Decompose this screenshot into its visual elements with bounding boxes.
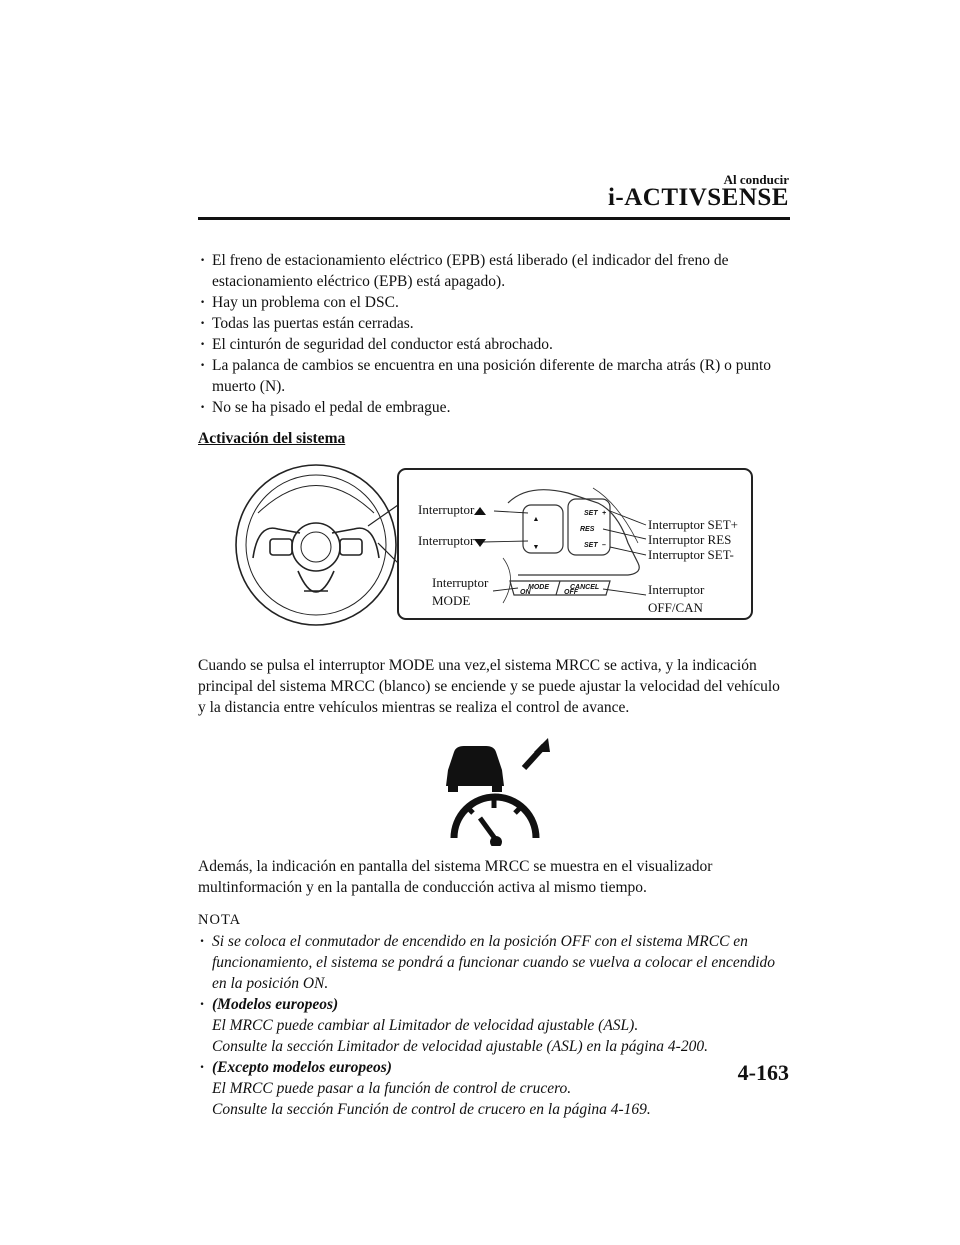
chapter-label: Al conducir	[723, 172, 789, 187]
paragraph: Además, la indicación en pantalla del sistema MRCC se muestra en el visualizador multinformación y en la pantalla de conducción activa al mismo tiempo.	[198, 858, 713, 896]
note-heading: NOTA	[198, 912, 242, 928]
label-mode-switch-1: Interruptor	[432, 575, 489, 590]
section-heading: i-ACTIVSENSE	[607, 184, 789, 211]
label-res: Interruptor RES	[648, 532, 732, 547]
note-reference: Consulte la sección Función de control de crucero en la página 4-169.	[212, 1101, 651, 1118]
on-legend: ON	[520, 589, 531, 596]
note-text: El MRCC puede pasar a la función de control de crucero.	[212, 1080, 572, 1097]
set-minus-switch: SET	[584, 542, 598, 549]
list-item: · Todas las puertas están cerradas.	[198, 313, 790, 334]
svg-text:–: –	[602, 542, 606, 549]
note-item	[198, 1057, 790, 1120]
note-title: (Modelos europeos)	[212, 996, 339, 1013]
label-set-minus: Interruptor SET-	[648, 547, 734, 562]
svg-text:▲: ▲	[532, 516, 540, 523]
mode-switch: MODE	[528, 584, 549, 591]
set-plus-switch: SET	[584, 510, 598, 517]
steering-wheel-diagram	[198, 463, 790, 645]
page-content	[198, 250, 790, 1120]
off-legend: OFF	[564, 589, 578, 596]
svg-text:+: +	[602, 510, 607, 517]
page-number: 4-163	[737, 1060, 789, 1085]
mrcc-indicator-icon	[198, 734, 790, 846]
label-set-plus: Interruptor SET+	[648, 517, 739, 532]
paragraph: Cuando se pulsa el interruptor MODE una vez,el sistema MRCC se activa, y la indicación principal del sistema MRCC (blanco) se enciende y se puede ajustar la velocidad del vehículo y la distancia entre vehículos mientras se realiza el control de avance.	[198, 657, 780, 716]
list-item: · La palanca de cambios se encuentra en una posición diferente de marcha atrás (R) o punto muerto (N).	[198, 355, 790, 397]
note-title: (Excepto modelos europeos)	[212, 1059, 392, 1076]
list-item: · No se ha pisado el pedal de embrague.	[198, 397, 790, 418]
note-item	[198, 994, 790, 1057]
subsection-title: Activación del sistema	[198, 430, 346, 447]
label-up-switch: Interruptor	[418, 502, 475, 517]
label-offcan-2: OFF/CAN	[648, 600, 703, 615]
svg-text:▼: ▼	[532, 544, 540, 551]
cancel-switch: CANCEL	[570, 584, 600, 591]
conditions-list	[198, 250, 790, 418]
list-item: · El freno de estacionamiento eléctrico (EPB) está liberado (el indicador del freno de estacionamiento eléctrico (EPB) está apagado).	[198, 250, 790, 292]
note-item	[198, 931, 790, 994]
header-rule	[198, 217, 790, 220]
label-down-switch: Interruptor	[418, 533, 475, 548]
label-offcan-1: Interruptor	[648, 582, 705, 597]
notes-list	[198, 931, 790, 1120]
steering-wheel-figure	[198, 463, 790, 645]
note-text: El MRCC puede cambiar al Limitador de velocidad ajustable (ASL).	[212, 1017, 639, 1034]
mrcc-indicator-figure	[198, 734, 790, 846]
list-item: · Hay un problema con el DSC.	[198, 292, 790, 313]
note-text: Si se coloca el conmutador de encendido en la posición OFF con el sistema MRCC en funcionamiento, el sistema se pondrá a funcionar cuando se vuelva a colocar el encendido en la posición ON.	[212, 933, 776, 992]
res-switch: RES	[580, 526, 595, 533]
list-item: · El cinturón de seguridad del conductor está abrochado.	[198, 334, 790, 355]
steering-wheel-icon	[236, 465, 396, 625]
label-mode-switch-2: MODE	[432, 593, 471, 608]
note-reference: Consulte la sección Limitador de velocidad ajustable (ASL) en la página 4-200.	[212, 1038, 708, 1055]
